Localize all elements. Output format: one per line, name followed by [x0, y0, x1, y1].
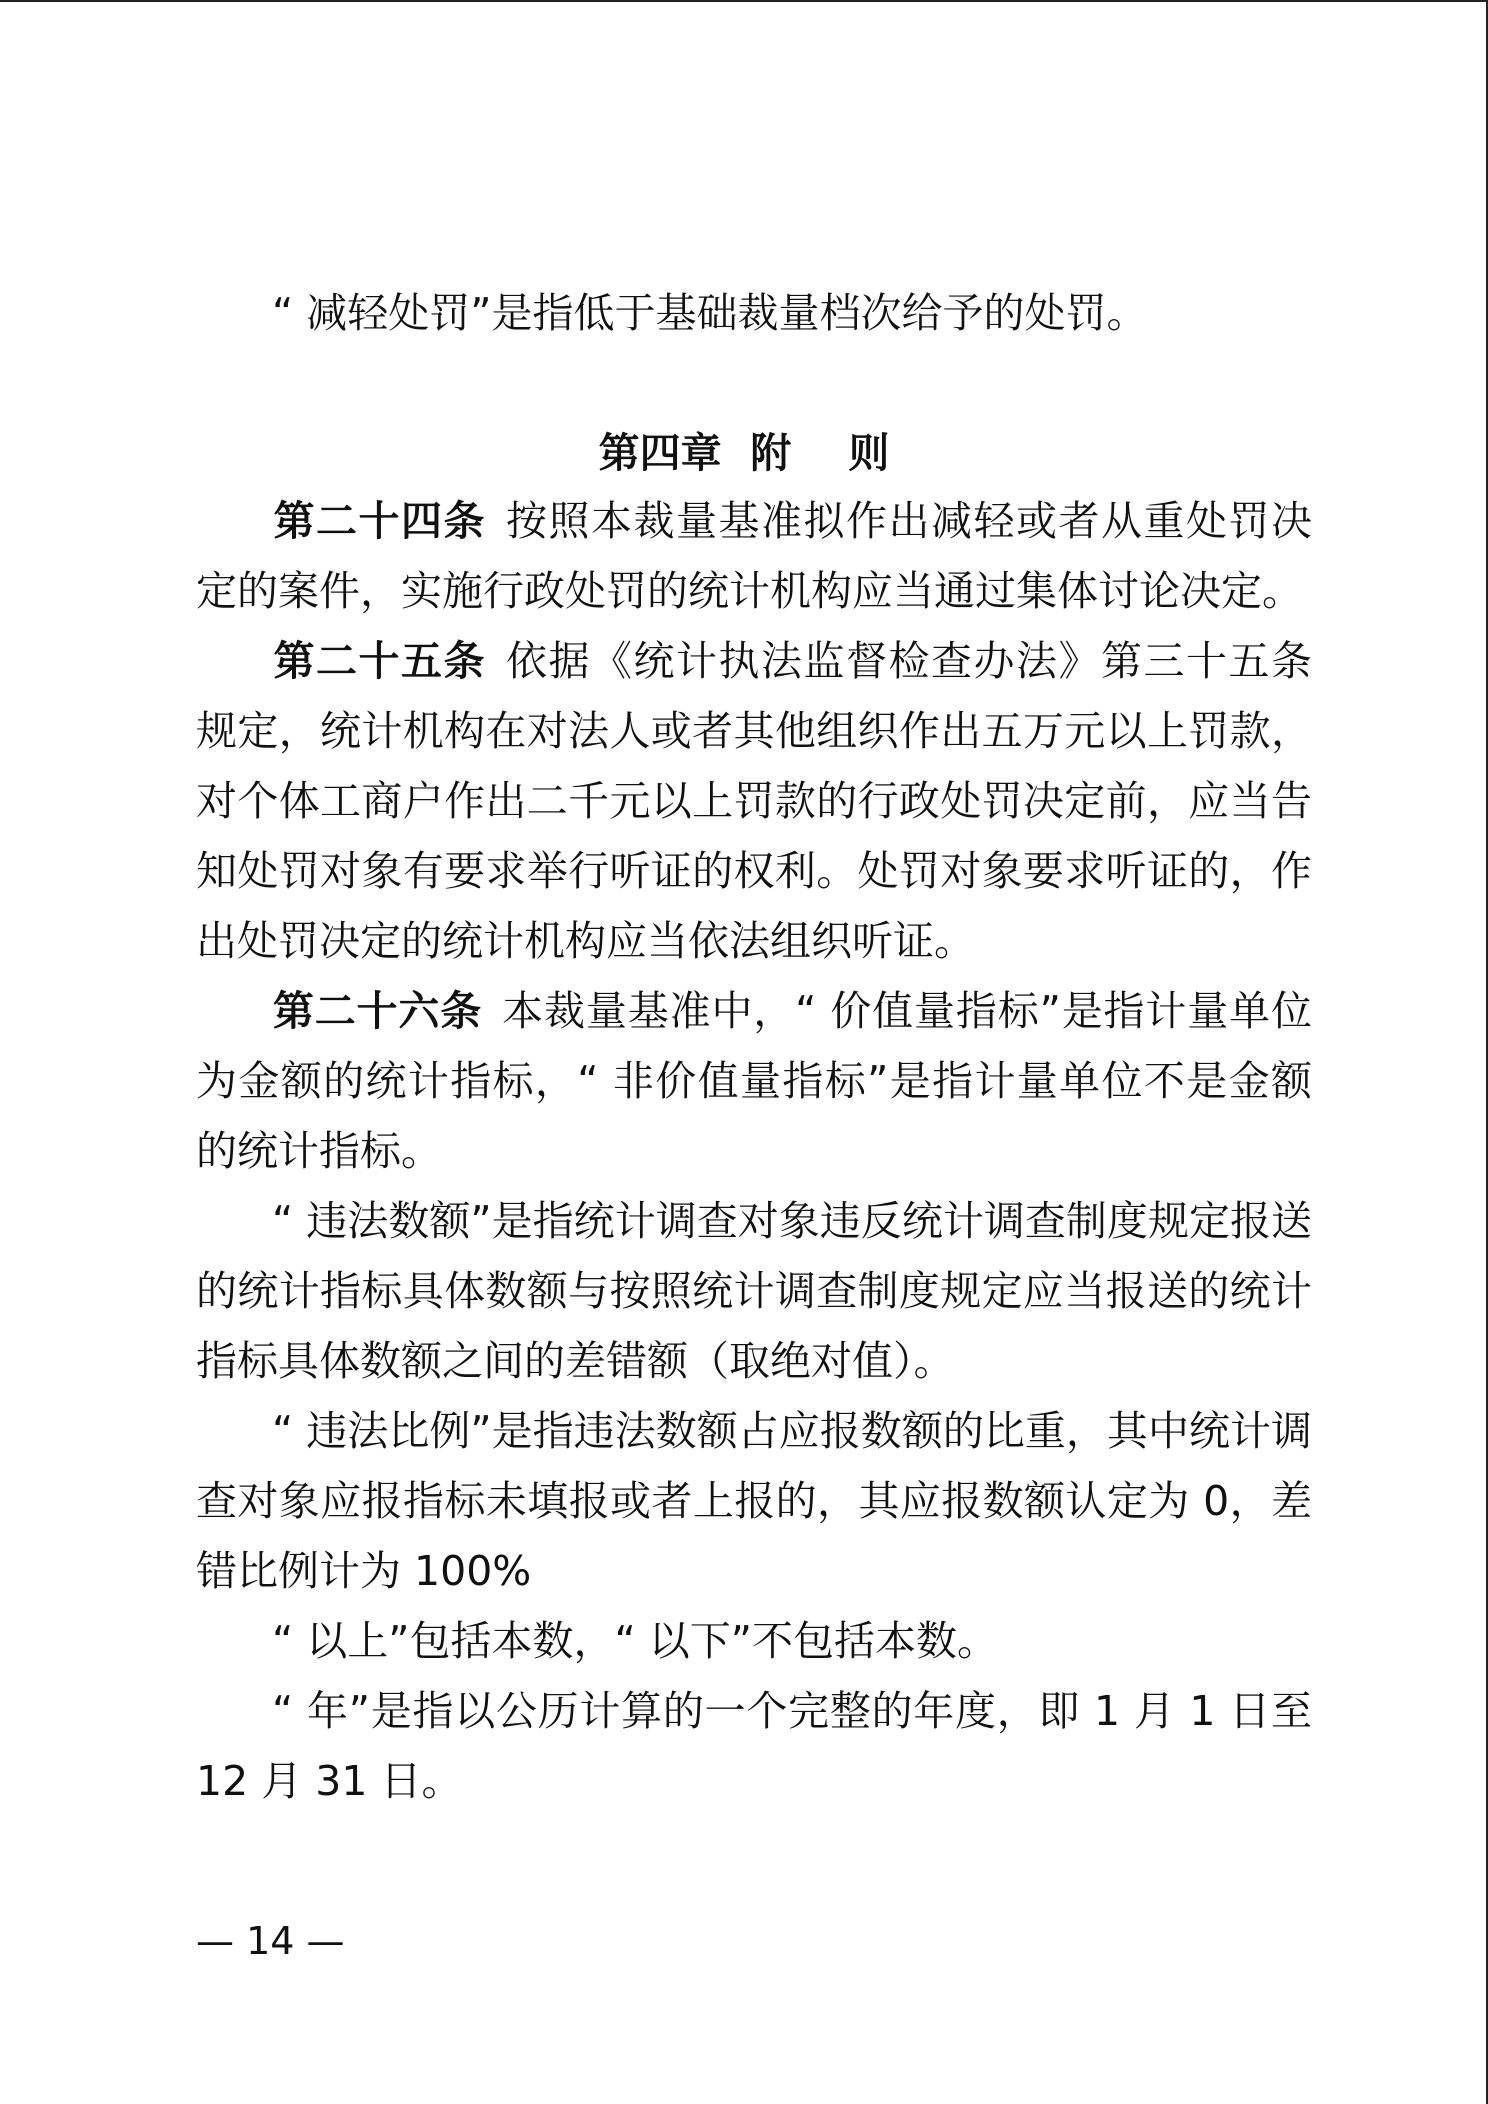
article-24	[196, 486, 1312, 626]
paragraph-illegal-ratio	[196, 1396, 1312, 1606]
article-26	[196, 976, 1312, 1186]
article-26-text: 本裁量基准中，“ 价值量指标”是指计量单位为金额的统计指标，“ 非价值量指标”是指计量单位不是金额的统计指标。	[196, 987, 1312, 1175]
paragraph-illegal-ratio-text: “ 违法比例”是指违法数额占应报数额的比重，其中统计调查对象应报指标未填报或者上报的，其应报数额认定为 0，差错比例计为 100%	[196, 1407, 1312, 1595]
article-24-label: 第二十四条	[272, 497, 486, 545]
article-26-label: 第二十六条	[272, 987, 483, 1035]
paragraph-illegal-amount	[196, 1186, 1312, 1396]
chapter-title: 第四章 附 则	[598, 429, 890, 477]
paragraph-above-below-text: “ 以上”包括本数，“ 以下”不包括本数。	[272, 1617, 999, 1665]
paragraph-year	[196, 1676, 1312, 1816]
paragraph-year-text: “ 年”是指以公历计算的一个完整的年度，即 1 月 1 日至 12 月 31 日。	[196, 1687, 1312, 1805]
paragraph-reduced-penalty-text: “ 减轻处罚”是指低于基础裁量档次给予的处罚。	[272, 289, 1148, 337]
article-25	[196, 626, 1312, 976]
paragraph-reduced-penalty	[196, 278, 1312, 348]
page-number: — 14 —	[196, 1919, 345, 1963]
article-25-label: 第二十五条	[272, 637, 486, 685]
paragraph-above-below	[196, 1606, 1312, 1676]
article-25-text: 依据《统计执法监督检查办法》第三十五条规定，统计机构在对法人或者其他组织作出五万元以上罚款，对个体工商户作出二千元以上罚款的行政处罚决定前，应当告知处罚对象有要求举行听证的权利。处罚对象要求听证的，作出处罚决定的统计机构应当依法组织听证。	[196, 637, 1312, 965]
paragraph-illegal-amount-text: “ 违法数额”是指统计调查对象违反统计调查制度规定报送的统计指标具体数额与按照统计调查制度规定应当报送的统计指标具体数额之间的差错额（取绝对值）。	[196, 1197, 1312, 1385]
article-24-text: 按照本裁量基准拟作出减轻或者从重处罚决定的案件，实施行政处罚的统计机构应当通过集体讨论决定。	[196, 497, 1312, 615]
